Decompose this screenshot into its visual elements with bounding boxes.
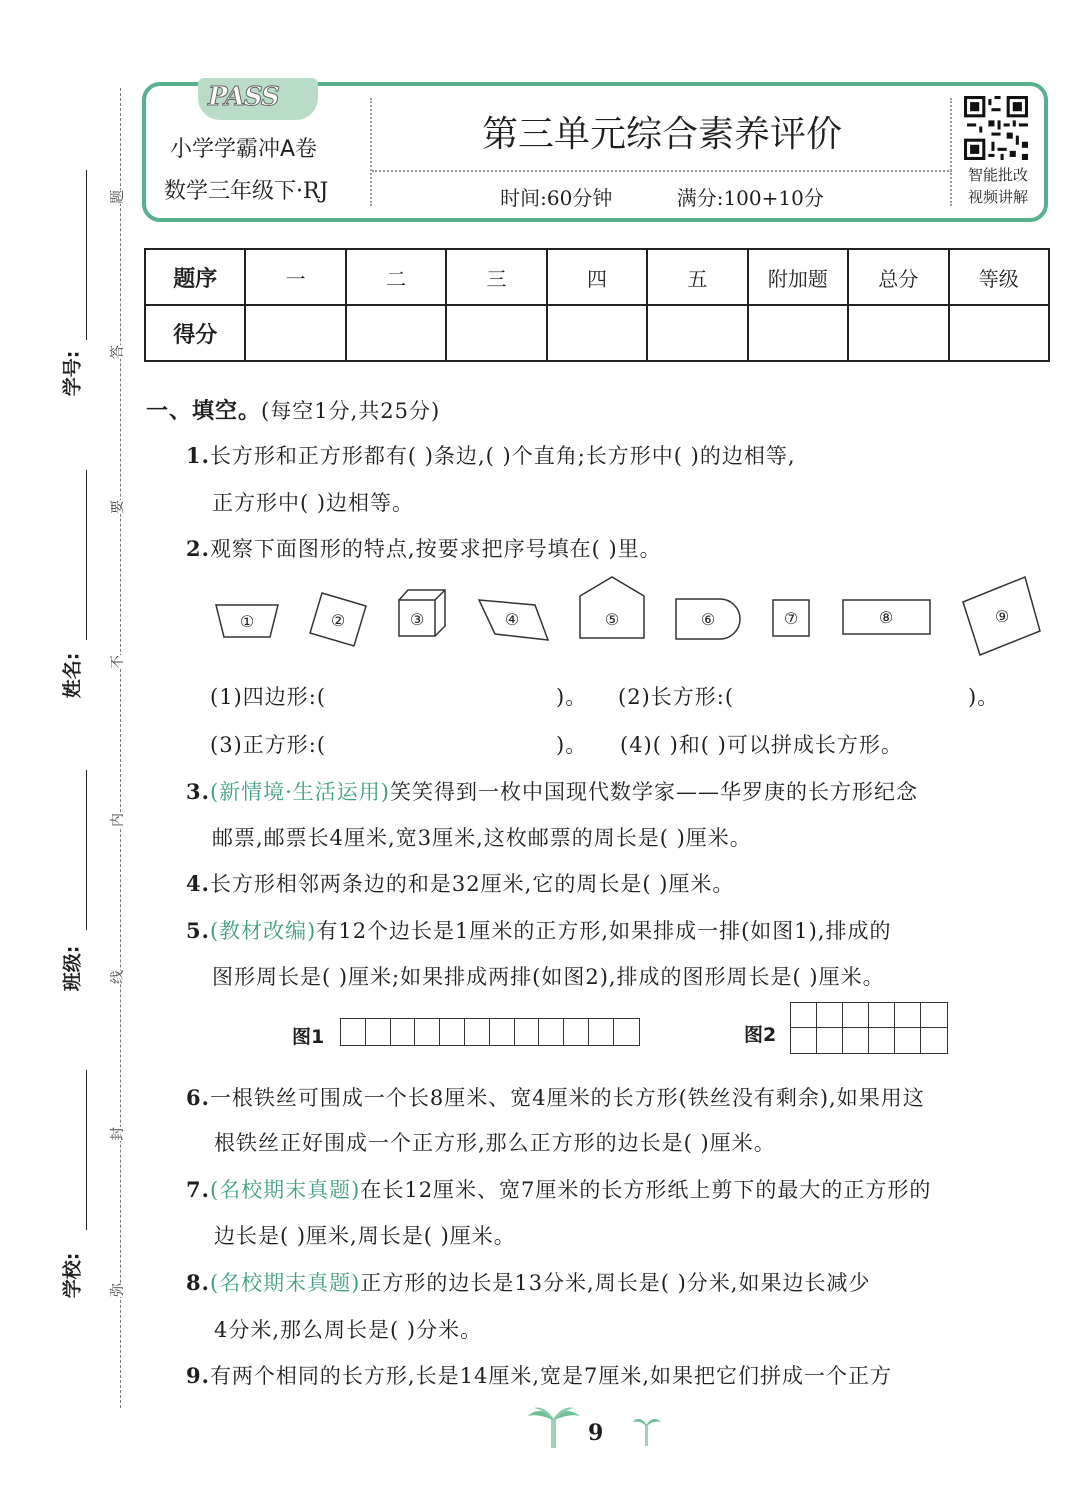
shape-label: ⑨ xyxy=(994,607,1010,626)
class-label: 班级: xyxy=(61,945,84,992)
grid-cell xyxy=(843,1028,869,1053)
question-7-cont: 边长是( )厘米,周长是( )厘米。 xyxy=(214,1224,516,1248)
figure-1-grid xyxy=(340,1018,640,1046)
section-note: (每空1分,共25分) xyxy=(261,399,441,423)
table-cell: 总分 xyxy=(848,249,948,305)
score-entry[interactable] xyxy=(245,305,345,361)
question-number: 4. xyxy=(186,871,210,896)
grid-cell xyxy=(817,1028,843,1053)
q2-answer-1: (1)四边形:( xyxy=(210,685,327,709)
palm-tree-icon xyxy=(526,1404,582,1450)
exam-info xyxy=(374,182,950,211)
table-cell: 四 xyxy=(547,249,647,305)
grid-cell xyxy=(791,1028,817,1053)
grid-cell xyxy=(791,1003,817,1028)
question-tag: (新情境·生活运用) xyxy=(209,780,390,804)
grid-cell xyxy=(539,1019,564,1045)
question-3 xyxy=(186,776,918,806)
table-cell: 二 xyxy=(346,249,446,305)
score-entry[interactable] xyxy=(949,305,1050,361)
palm-tree-icon xyxy=(632,1414,662,1448)
seal-char: 线 xyxy=(105,970,129,984)
series-name: 小学学霸冲A卷 xyxy=(170,137,318,162)
question-2 xyxy=(186,533,662,563)
seal-char: 要 xyxy=(105,500,129,514)
student-id-line xyxy=(86,170,87,340)
grid-cell xyxy=(515,1019,540,1045)
table-cell: 得分 xyxy=(145,305,245,361)
seal-char: 答 xyxy=(105,345,129,359)
class-line xyxy=(86,770,87,930)
exam-header xyxy=(142,82,1048,222)
q2-answer-2-end: )。 xyxy=(968,685,1000,709)
question-5-cont: 图形周长是( )厘米;如果排成两排(如图2),排成的图形周长是( )厘米。 xyxy=(212,965,885,989)
question-6-cont: 根铁丝正好围成一个正方形,那么正方形的边长是( )厘米。 xyxy=(214,1131,776,1155)
question-number: 8. xyxy=(186,1270,210,1295)
figure-2-label: 图2 xyxy=(744,1024,777,1046)
question-number: 3. xyxy=(186,779,210,804)
question-text: 有12个边长是1厘米的正方形,如果排成一排(如图1),排成的 xyxy=(316,919,892,943)
shape-label: ③ xyxy=(409,610,425,629)
figure-1-label: 图1 xyxy=(292,1026,325,1048)
score-entry[interactable] xyxy=(647,305,747,361)
grid-cell xyxy=(869,1028,895,1053)
question-text: 笑笑得到一枚中国现代数学家——华罗庚的长方形纪念 xyxy=(390,780,918,804)
school-line xyxy=(86,1070,87,1230)
question-text: 观察下面图形的特点,按要求把序号填在( )里。 xyxy=(209,537,662,561)
shape-label: ⑥ xyxy=(700,610,716,629)
school-label: 学校: xyxy=(61,1252,84,1299)
shape-label: ⑦ xyxy=(783,609,799,628)
score-table xyxy=(144,248,1050,362)
seal-char: 不 xyxy=(105,655,129,669)
grid-cell xyxy=(895,1028,921,1053)
name-label: 姓名: xyxy=(61,652,84,699)
seal-char: 弥 xyxy=(105,1283,129,1297)
question-8 xyxy=(186,1267,870,1297)
grid-cell xyxy=(614,1019,639,1045)
page-title: 第三单元综合素养评价 xyxy=(481,114,842,155)
shape-label: ① xyxy=(239,612,255,631)
grid-cell xyxy=(817,1003,843,1028)
page-number: 9 xyxy=(588,1420,604,1446)
question-9 xyxy=(186,1360,892,1390)
question-number: 7. xyxy=(186,1177,210,1202)
seal-char: 封 xyxy=(105,1127,129,1141)
question-tag: (名校期末真题) xyxy=(209,1178,361,1202)
table-cell: 附加题 xyxy=(748,249,848,305)
question-8-cont: 4分米,那么周长是( )分米。 xyxy=(214,1318,483,1342)
seal-char: 题 xyxy=(105,190,129,204)
question-6 xyxy=(186,1082,925,1112)
name-line xyxy=(86,470,87,640)
question-1 xyxy=(186,440,796,470)
table-cell: 等级 xyxy=(949,249,1050,305)
score-entry[interactable] xyxy=(748,305,848,361)
divider xyxy=(950,98,952,206)
grid-cell xyxy=(869,1003,895,1028)
section-title: 一、填空。 xyxy=(146,399,262,424)
question-tag: (名校期末真题) xyxy=(209,1271,361,1295)
grid-cell xyxy=(465,1019,490,1045)
section-heading xyxy=(146,394,440,425)
question-number: 9. xyxy=(186,1363,210,1388)
table-row xyxy=(145,305,1049,361)
question-1-cont: 正方形中( )边相等。 xyxy=(212,491,415,515)
grid-cell xyxy=(440,1019,465,1045)
question-text: 长方形和正方形都有( )条边,( )个直角;长方形中( )的边相等, xyxy=(209,444,796,468)
question-number: 1. xyxy=(186,443,210,468)
q2-answer-3-end: )。 xyxy=(556,733,588,757)
divider xyxy=(372,170,952,172)
table-cell: 五 xyxy=(647,249,747,305)
question-text: 一根铁丝可围成一个长8厘米、宽4厘米的长方形(铁丝没有剩余),如果用这 xyxy=(209,1086,925,1110)
figure-2-grid xyxy=(790,1002,948,1054)
question-3-cont: 邮票,邮票长4厘米,宽3厘米,这枚邮票的周长是( )厘米。 xyxy=(212,826,752,850)
grid-cell xyxy=(589,1019,614,1045)
grid-cell xyxy=(341,1019,366,1045)
series-block xyxy=(146,82,371,218)
score-entry[interactable] xyxy=(547,305,647,361)
shape-label: ② xyxy=(330,611,346,630)
qr-caption-line: 智能批改 xyxy=(967,166,1028,184)
table-row xyxy=(145,249,1049,305)
q2-answer-4: (4)( )和( )可以拼成长方形。 xyxy=(620,733,903,757)
question-4 xyxy=(186,868,734,898)
shape-label: ⑤ xyxy=(604,610,620,629)
q2-answer-2: (2)长方形:( xyxy=(618,685,735,709)
time-limit: 时间:60分钟 xyxy=(500,186,613,210)
seal-char: 内 xyxy=(105,813,129,827)
score-entry[interactable] xyxy=(446,305,546,361)
q2-answer-3: (3)正方形:( xyxy=(210,733,327,757)
table-cell: 一 xyxy=(245,249,345,305)
qr-caption xyxy=(956,164,1040,208)
table-cell: 三 xyxy=(446,249,546,305)
grid-cell xyxy=(564,1019,589,1045)
question-text: 长方形相邻两条边的和是32厘米,它的周长是( )厘米。 xyxy=(209,872,735,896)
full-score: 满分:100+10分 xyxy=(676,186,824,210)
question-text: 正方形的边长是13分米,周长是( )分米,如果边长减少 xyxy=(360,1271,871,1295)
seal-line xyxy=(120,88,121,1408)
question-text: 有两个相同的长方形,长是14厘米,宽是7厘米,如果把它们拼成一个正方 xyxy=(209,1364,893,1388)
question-5 xyxy=(186,915,892,945)
qr-caption-line: 视频讲解 xyxy=(967,188,1028,206)
grid-cell xyxy=(921,1003,947,1028)
q2-answer-1-end: )。 xyxy=(556,685,588,709)
shapes-figure xyxy=(200,568,1060,668)
shape-label: ④ xyxy=(504,610,520,629)
question-number: 2. xyxy=(186,536,210,561)
score-entry[interactable] xyxy=(848,305,948,361)
question-tag: (教材改编) xyxy=(209,919,317,943)
student-id-label: 学号: xyxy=(61,350,84,397)
grade-label: 数学三年级下·RJ xyxy=(164,179,329,204)
grid-cell xyxy=(415,1019,440,1045)
table-cell: 题序 xyxy=(145,249,245,305)
grid-cell xyxy=(490,1019,515,1045)
grid-cell xyxy=(895,1003,921,1028)
grid-cell xyxy=(366,1019,391,1045)
shape-label: ⑧ xyxy=(878,608,894,627)
pass-logo: PASS xyxy=(208,82,279,112)
grid-cell xyxy=(921,1028,947,1053)
grid-cell xyxy=(843,1003,869,1028)
score-entry[interactable] xyxy=(346,305,446,361)
question-number: 5. xyxy=(186,918,210,943)
question-7 xyxy=(186,1174,931,1204)
grid-cell xyxy=(391,1019,416,1045)
question-text: 在长12厘米、宽7厘米的长方形纸上剪下的最大的正方形的 xyxy=(360,1178,932,1202)
question-number: 6. xyxy=(186,1085,210,1110)
divider xyxy=(370,98,372,206)
qr-code-icon[interactable] xyxy=(964,96,1028,160)
